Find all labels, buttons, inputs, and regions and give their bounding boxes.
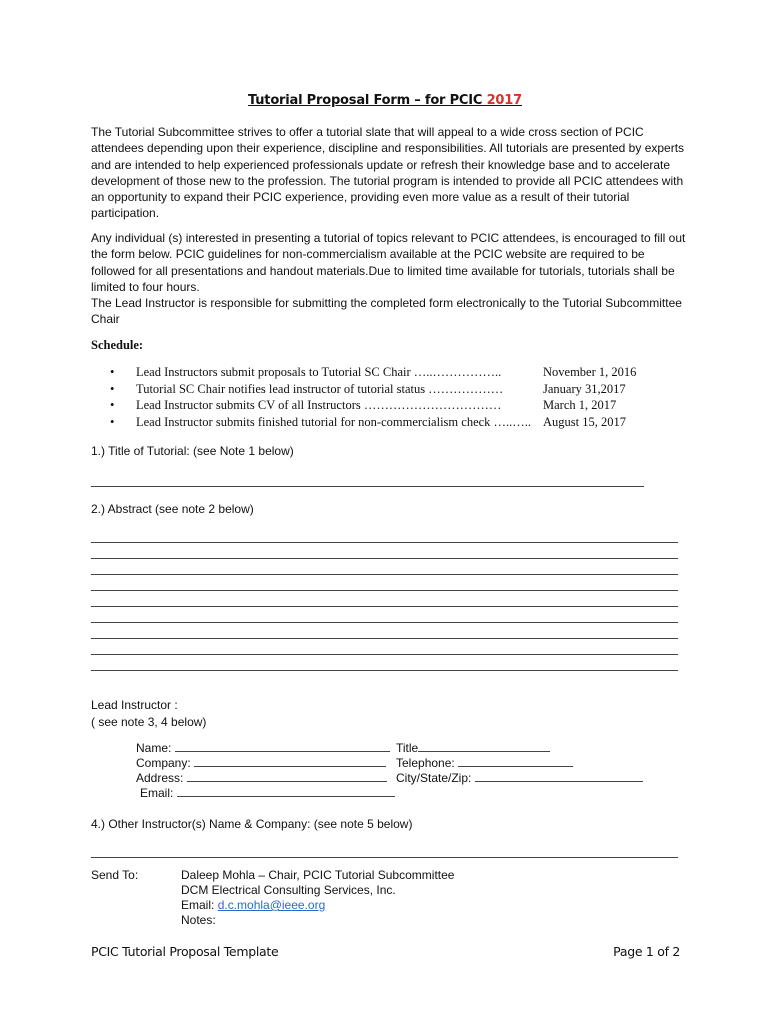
abstract-answer-line[interactable]: [91, 542, 678, 543]
abstract-answer-line[interactable]: [91, 558, 678, 559]
question-title: 1.) Title of Tutorial: (see Note 1 below): [91, 444, 294, 458]
bullet-icon: •: [110, 365, 115, 379]
email-field[interactable]: [177, 786, 395, 797]
intro-paragraph: The Tutorial Subcommittee strives to offer a tutorial slate that will appeal to a wide cross section of PCIC attendees depending upon their experience, discipline and responsibilities. All tutorials are presented by experts and are intended to help experienced professionals update or refresh their knowledge base and to accelerate development of those new to the profession. The tutorial program is intended to provide all PCIC attendees with an opportunity to expand their PCIC experience, providing even more value as a result of their tutorial participation.: [91, 125, 685, 221]
other-instructors-answer-line[interactable]: [91, 857, 678, 858]
schedule-heading: Schedule:: [91, 338, 144, 352]
schedule-item: [110, 381, 670, 398]
bullet-icon: •: [110, 398, 115, 412]
schedule-date: November 1, 2016: [543, 365, 637, 379]
name-field[interactable]: [175, 741, 390, 752]
lead-instructor-label: Lead Instructor :: [91, 698, 178, 712]
send-to-company: DCM Electrical Consulting Services, Inc.: [181, 883, 396, 897]
footer-page-number: Page 1 of 2: [613, 944, 680, 959]
telephone-field[interactable]: [458, 756, 573, 767]
abstract-answer-line[interactable]: [91, 606, 678, 607]
guidelines-paragraph: Any individual (s) interested in presenting a tutorial of topics relevant to PCIC attendees, is encouraged to fill out the form below. PCIC guidelines for non-commercialism available at the PCIC website are required to be followed for all presentations and handout materials.Due to limited time available for tutorials, tutorials shall be limited to four hours.: [91, 231, 686, 294]
submission-paragraph: The Lead Instructor is responsible for submitting the completed form electronically to the Tutorial Subcommittee Chair: [91, 296, 682, 327]
footer-template-name: PCIC Tutorial Proposal Template: [91, 944, 279, 959]
schedule-item: [110, 397, 670, 414]
send-to-email-row: [181, 898, 454, 913]
city-label: City/State/Zip:: [396, 771, 472, 785]
title-text: Tutorial Proposal Form – for PCIC: [248, 93, 487, 108]
send-to-email-label: Email:: [181, 898, 218, 912]
send-to-name: Daleep Mohla – Chair, PCIC Tutorial Subcommittee: [181, 868, 455, 882]
send-to-block: [181, 868, 454, 928]
email-link[interactable]: d.c.mohla@ieee.org: [217, 898, 326, 912]
telephone-label: Telephone:: [396, 756, 455, 770]
schedule-task: Lead Instructor submits finished tutorial for non-commercialism check …..…..: [136, 414, 532, 429]
page-title: [0, 93, 770, 108]
schedule-task: Tutorial SC Chair notifies lead instructor of tutorial status ………………: [136, 381, 504, 396]
abstract-answer-line[interactable]: [91, 574, 678, 575]
title-answer-line[interactable]: [91, 486, 644, 487]
address-field[interactable]: [187, 771, 387, 782]
schedule-item: [110, 364, 670, 381]
title-label: Title: [396, 741, 419, 755]
bullet-icon: •: [110, 414, 115, 429]
schedule-item: [110, 414, 670, 431]
company-field[interactable]: [194, 756, 386, 767]
abstract-answer-line[interactable]: [91, 590, 678, 591]
abstract-answer-line[interactable]: [91, 622, 678, 623]
schedule-task: Lead Instructor submits CV of all Instructors ……………………………: [136, 398, 502, 412]
notes-label: Notes:: [181, 913, 216, 927]
title-field[interactable]: [418, 741, 550, 752]
schedule-date: August 15, 2017: [543, 414, 626, 429]
company-label: Company:: [136, 756, 191, 770]
abstract-answer-line[interactable]: [91, 638, 678, 639]
name-label: Name:: [136, 741, 172, 755]
schedule-date: March 1, 2017: [543, 398, 617, 412]
question-abstract: 2.) Abstract (see note 2 below): [91, 502, 254, 516]
schedule-date: January 31,2017: [543, 381, 626, 396]
address-label: Address:: [136, 771, 184, 785]
send-to-label: Send To:: [91, 868, 139, 882]
email-label: Email:: [140, 786, 174, 800]
schedule-task: Lead Instructors submit proposals to Tutorial SC Chair …..……………..: [136, 365, 502, 379]
lead-instructor-note: ( see note 3, 4 below): [91, 715, 207, 729]
title-year: 2017: [486, 93, 522, 108]
question-other-instructors: 4.) Other Instructor(s) Name & Company: (see note 5 below): [91, 817, 413, 831]
schedule-list: [110, 364, 670, 430]
abstract-answer-line[interactable]: [91, 670, 678, 671]
bullet-icon: •: [110, 381, 115, 396]
abstract-answer-line[interactable]: [91, 654, 678, 655]
city-field[interactable]: [475, 771, 643, 782]
